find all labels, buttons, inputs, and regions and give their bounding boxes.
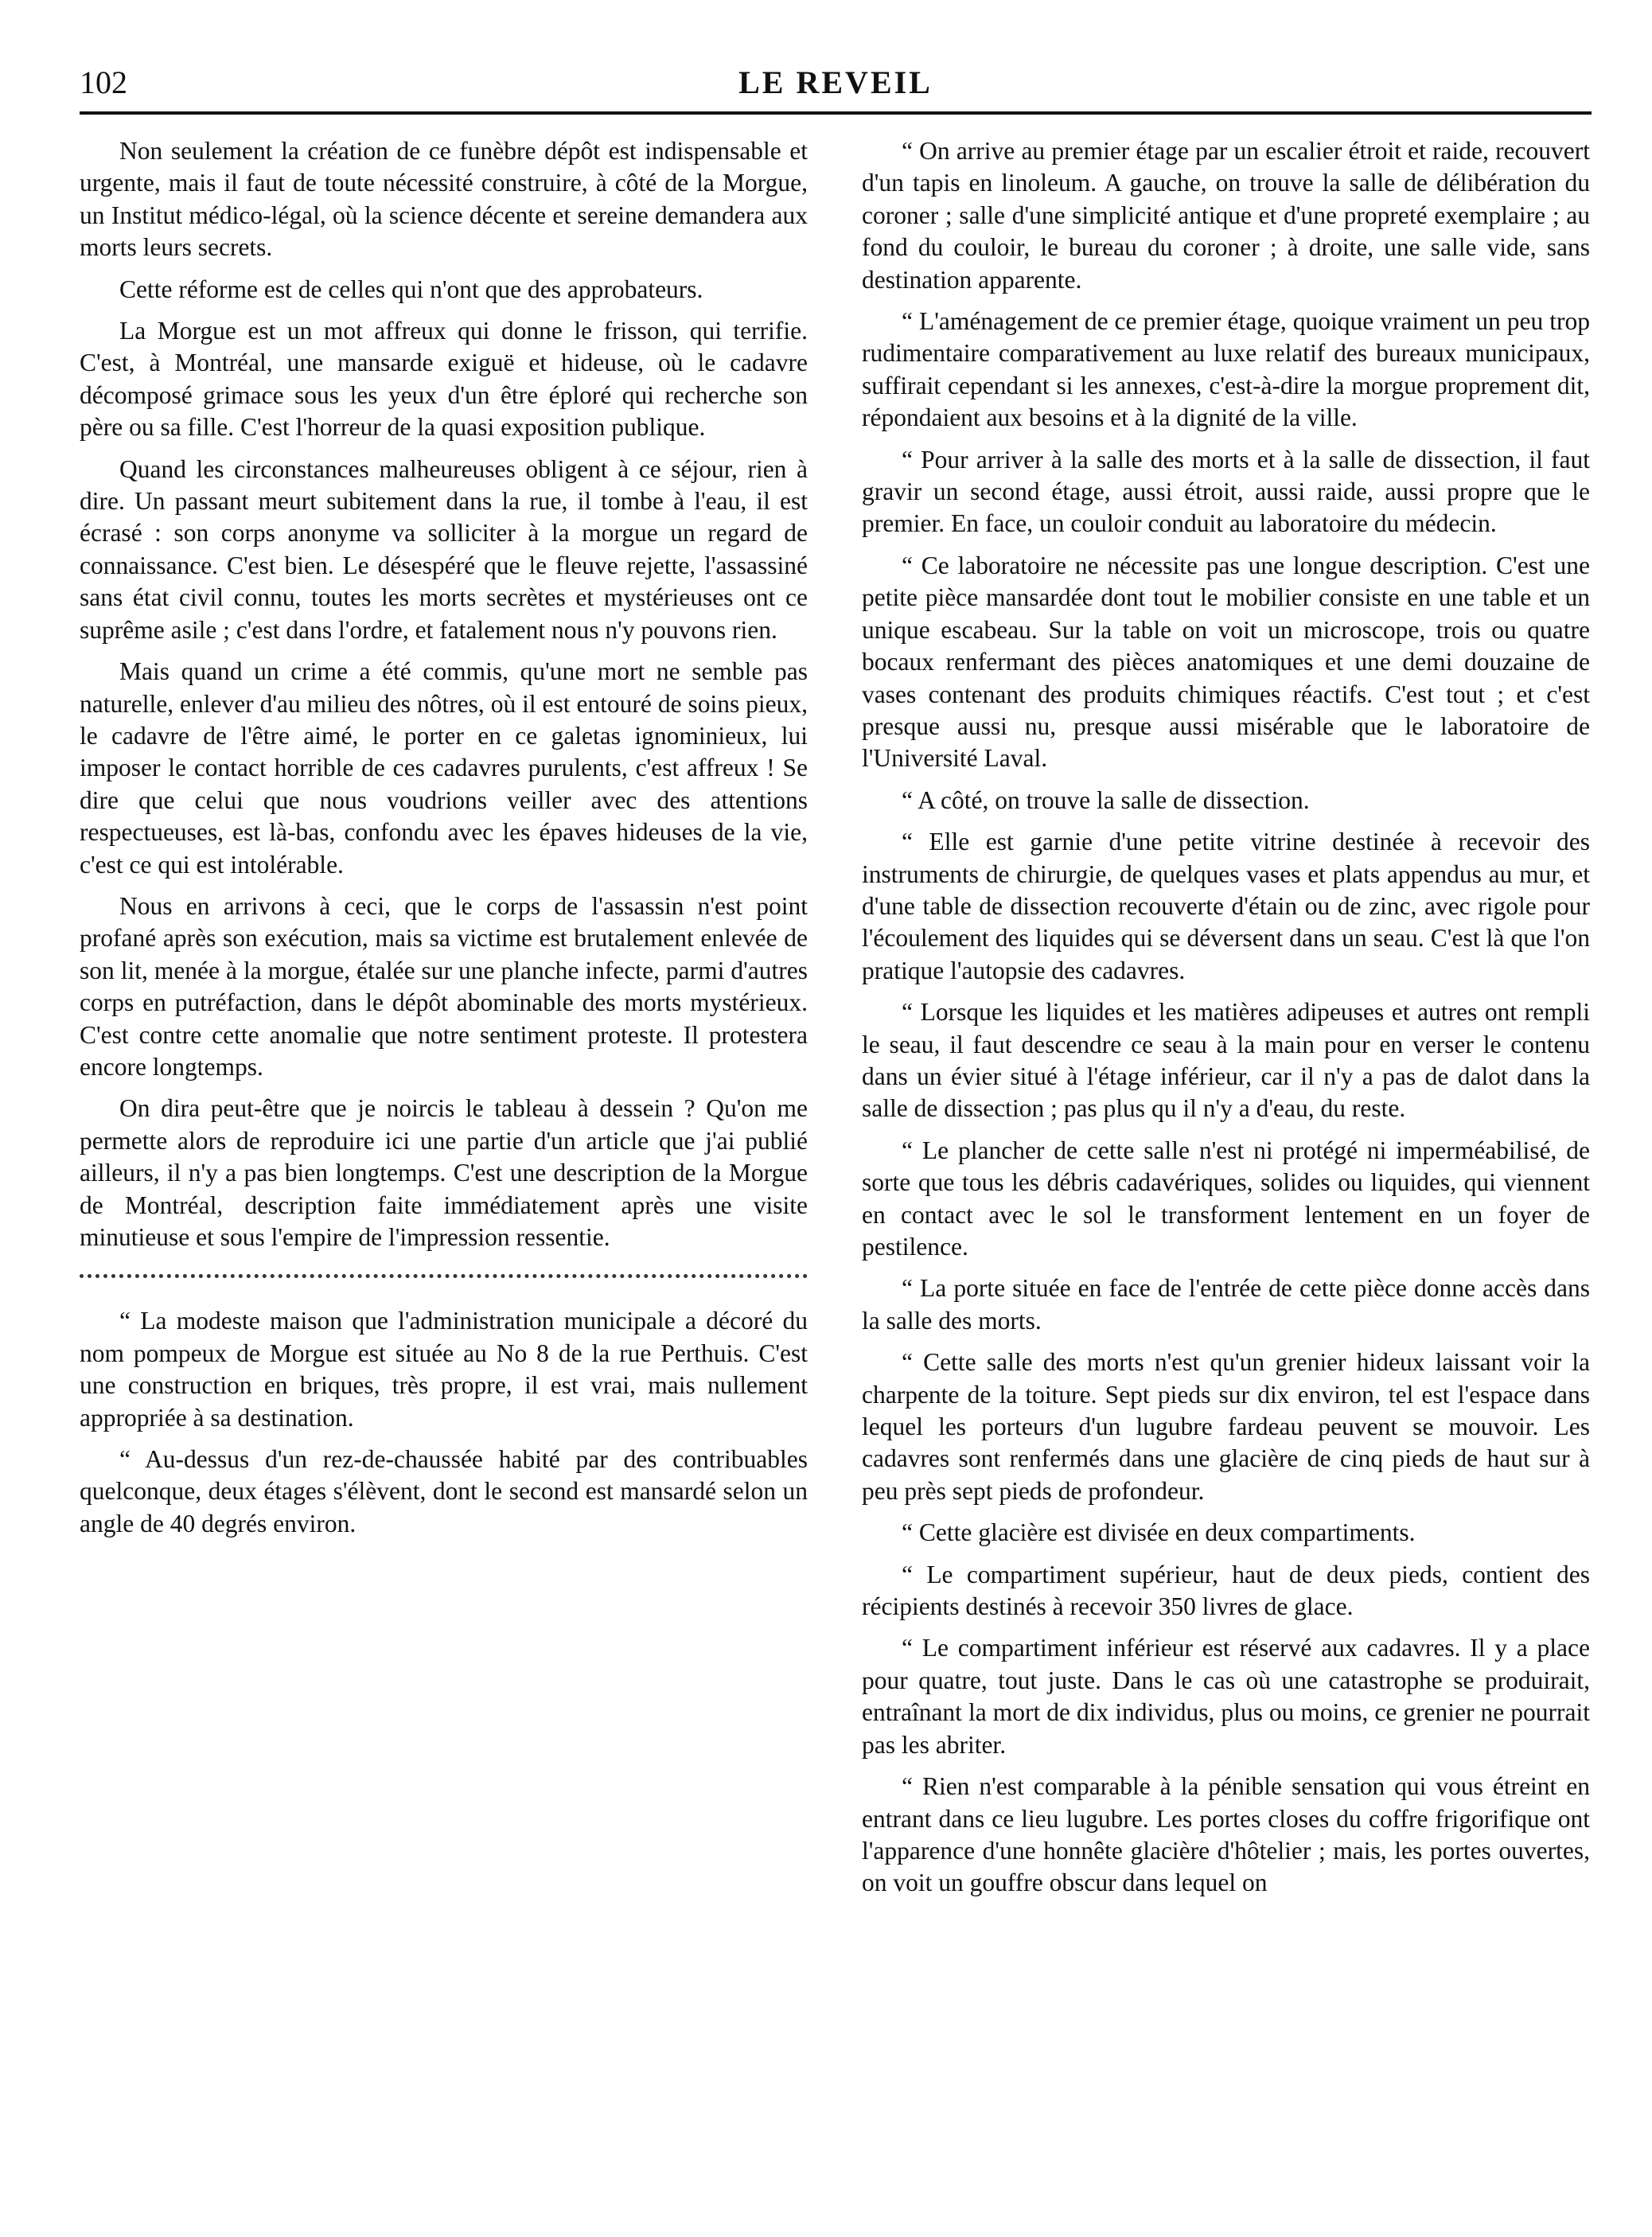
header-rule: [80, 111, 1592, 115]
quoted-paragraph: “ Lorsque les liquides et les matières adipeuses et autres ont rempli le seau, il faut descendre ce seau à la main pour en verser le contenu dans un évier situé à l'étage inférieur, car il n'y a pas de dalot dans la salle de dissection ; pas plus qu il n'y a d'eau, du reste.: [862, 998, 1590, 1123]
page-header: [80, 64, 1592, 111]
quoted-paragraph: “ Elle est garnie d'une petite vitrine destinée à recevoir des instruments de chirurgie, de quelques vases et plats appendus au mur, et d'une table de dissection recouverte d'étain ou de zinc, avec rigole pour l'écoulement des liquides qui se déversent dans un seau. C'est là que l'on pratique l'autopsie des cadavres.: [862, 828, 1590, 984]
paragraph: Nous en arrivons à ceci, que le corps de l'assassin n'est point profané après son exécution, mais sa victime est brutalement enlevée de son lit, menée à la morgue, étalée sur une planche infecte, parmi d'autres corps en putréfaction, dans le dépôt abominable des morts mystérieux. C'est contre cette anomalie que notre sentiment proteste. Il protestera encore longtemps.: [80, 891, 808, 1081]
quoted-paragraph: “ Cette salle des morts n'est qu'un grenier hideux laissant voir la charpente de la toiture. Sept pieds sur dix environ, tel est l'espace dans lequel les porteurs d'un lugubre fardeau peuvent se mouvoir. Les cadavres sont renfermés dans une glacière de cinq pieds de haut sur à peu près sept pieds de profondeur.: [862, 1348, 1590, 1505]
quoted-paragraph: “ Pour arriver à la salle des morts et à la salle de dissection, il faut gravir un second étage, aussi étroit, aussi raide, aussi propre que le premier. En face, un couloir conduit au laboratoire du médecin.: [862, 445, 1590, 538]
running-title: LE REVEIL: [738, 64, 933, 100]
quoted-paragraph: “ Rien n'est comparable à la pénible sensation qui vous étreint en entrant dans ce lieu lugubre. Les portes closes du coffre frigorifique ont l'apparence d'une honnête glacière d'hôtelier ; mais, les portes ouvertes, on voit un gouffre obscur dans lequel on: [862, 1772, 1590, 1897]
paragraph: Mais quand un crime a été commis, qu'une mort ne semble pas naturelle, enlever d'au milieu des nôtres, où il est entouré de soins pieux, le cadavre de l'être aimé, le porter en ce galetas ignominieux, lui imposer le contact horrible de ces cadavres purulents, c'est affreux ! Se dire que celui que nous voudrions veiller avec des attentions respectueuses, est là-bas, confondu avec les épaves hideuses de la vie, c'est ce qui est intolérable.: [80, 657, 808, 879]
paragraph: La Morgue est un mot affreux qui donne le frisson, qui terrifie. C'est, à Montréal, une mansarde exiguë et hideuse, où le cadavre décomposé grimace sous les yeux d'un être éploré qui recherche son père ou sa fille. C'est l'horreur de la quasi exposition publique.: [80, 317, 808, 442]
quoted-paragraph: “ Ce laboratoire ne nécessite pas une longue description. C'est une petite pièce mansardée dont tout le mobilier consiste en une table et un unique escabeau. Sur la table on voit un microscope, trois ou quatre bocaux renfermant des pièces anatomiques et une demi douzaine de vases contenant des produits chimiques réactifs. C'est tout ; et c'est presque aussi nu, presque aussi misérable que le laboratoire de l'Université Laval.: [862, 551, 1590, 773]
quoted-paragraph: “ La porte située en face de l'entrée de cette pièce donne accès dans la salle des morts.: [862, 1274, 1590, 1335]
quoted-paragraph: “ Au-dessus d'un rez-de-chaussée habité par des contribuables quelconque, deux étages s'élèvent, dont le second est mansardé selon un angle de 40 degrés environ.: [80, 1445, 808, 1537]
paragraph: On dira peut-être que je noircis le tableau à dessein ? Qu'on me permette alors de reproduire ici une partie d'un article que j'ai publié ailleurs, il n'y a pas bien longtemps. C'est une description de la Morgue de Montréal, description faite immédiatement après une visite minutieuse et sous l'empire de l'impression ressentie.: [80, 1094, 808, 1251]
quoted-paragraph: “ Le compartiment inférieur est réservé aux cadavres. Il y a place pour quatre, tout juste. Dans le cas où une catastrophe se produirait, entraînant la mort de dix individus, plus ou moins, ce grenier ne pourrait pas les abriter.: [862, 1634, 1590, 1759]
quoted-paragraph: “ L'aménagement de ce premier étage, quoique vraiment un peu trop rudimentaire comparativement au luxe relatif des bureaux municipaux, suffirait cependant si les annexes, c'est-à-dire la morgue proprement dit, répondaient aux besoins et à la dignité de la ville.: [862, 307, 1590, 432]
paragraph: Non seulement la création de ce funèbre dépôt est indispensable et urgente, mais il faut de toute nécessité construire, à côté de la Morgue, un Institut médico-légal, où la science décente et sereine demandera aux morts leurs secrets.: [80, 137, 808, 262]
right-column: [862, 135, 1590, 1909]
paragraph: Quand les circonstances malheureuses obligent à ce séjour, rien à dire. Un passant meurt subitement dans la rue, il tombe à l'eau, il est écrasé : son corps anonyme va solliciter à la morgue un regard de connaissance. C'est bien. Le désespéré que le fleuve rejette, l'assassiné sans état civil connu, toutes les morts secrètes et mystérieuses ont ce suprême asile ; c'est dans l'ordre, et fatalement nous n'y pouvons rien.: [80, 454, 808, 644]
quoted-paragraph: “ Le plancher de cette salle n'est ni protégé ni imperméabilisé, de sorte que tous les débris cadavériques, solides ou liquides, qui viennent en contact avec le sol le transforment lentement en un foyer de pestilence.: [862, 1136, 1590, 1261]
page-number: 102: [80, 64, 127, 100]
dotted-separator: [80, 1274, 808, 1278]
quoted-paragraph: “ Cette glacière est divisée en deux compartiments.: [902, 1518, 1416, 1547]
quoted-paragraph: “ A côté, on trouve la salle de dissection.: [902, 785, 1310, 814]
paragraph: Cette réforme est de celles qui n'ont que des approbateurs.: [119, 275, 703, 303]
quoted-paragraph: “ On arrive au premier étage par un escalier étroit et raide, recouvert d'un tapis en linoleum. A gauche, on trouve la salle de délibération du coroner ; salle d'une simplicité antique et d'une propreté exemplaire ; au fond du couloir, le bureau du coroner ; à droite, une salle vide, sans destination apparente.: [862, 137, 1590, 294]
quoted-paragraph: “ La modeste maison que l'administration municipale a décoré du nom pompeux de Morgue est située au No 8 de la rue Perthuis. C'est une construction en briques, très propre, il est vrai, mais nullement appropriée à sa destination.: [80, 1307, 808, 1432]
left-column: [80, 135, 808, 1549]
quoted-paragraph: “ Le compartiment supérieur, haut de deux pieds, contient des récipients destinés à recevoir 350 livres de glace.: [862, 1560, 1590, 1621]
